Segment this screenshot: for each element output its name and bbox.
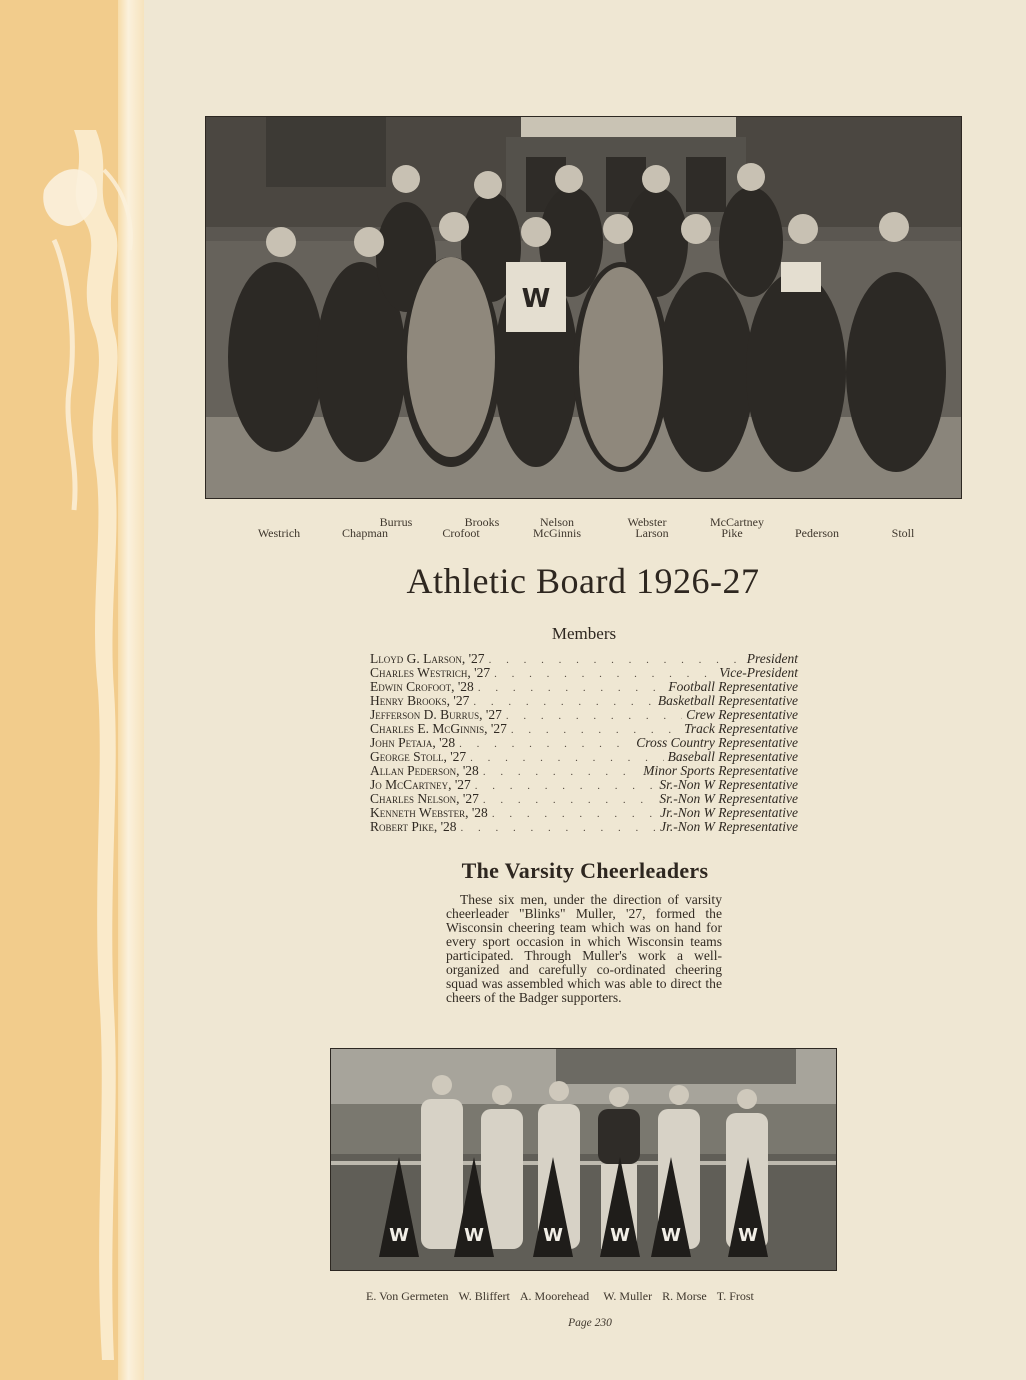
members-list	[370, 652, 798, 834]
member-role: Crew Representative	[686, 707, 798, 722]
person-name: Brooks	[464, 515, 500, 529]
member-row	[370, 806, 798, 820]
person-name: Webster	[627, 515, 667, 529]
member-role: Jr.-Non W Representative	[660, 819, 798, 834]
svg-text:W: W	[543, 1225, 563, 1246]
person-name: Nelson	[540, 515, 574, 529]
member-name: Allan Pederson, '28	[370, 763, 479, 778]
member-role: Football Representative	[668, 679, 798, 694]
member-name: Jefferson D. Burrus, '27	[370, 707, 502, 722]
member-role: Minor Sports Representative	[643, 763, 798, 778]
tree-ornament-icon	[34, 130, 144, 1360]
member-row	[370, 736, 798, 750]
member-role: Track Representative	[684, 721, 798, 736]
person-name: Westrich	[257, 526, 301, 540]
member-name: Edwin Crofoot, '28	[370, 679, 474, 694]
member-name: George Stoll, '27	[370, 749, 467, 764]
athletic-board-photo	[205, 116, 962, 499]
members-heading: Members	[551, 624, 617, 643]
member-name: Henry Brooks, '27	[370, 693, 470, 708]
member-row	[370, 666, 798, 680]
member-row	[370, 652, 798, 666]
cheerleaders-heading: The Varsity Cheerleaders	[461, 858, 709, 883]
member-row	[370, 722, 798, 736]
cheerleader-name: R. Morse	[662, 1289, 707, 1303]
person-name: Chapman	[342, 526, 388, 540]
member-row	[370, 680, 798, 694]
svg-text:W: W	[610, 1225, 630, 1246]
person-name: Pike	[721, 526, 743, 540]
svg-text:W: W	[464, 1225, 484, 1246]
member-row	[370, 750, 798, 764]
person-name: McGinnis	[533, 526, 581, 540]
member-role: Baseball Representative	[667, 749, 798, 764]
page-number: Page 230	[568, 1317, 612, 1329]
member-role: Basketball Representative	[657, 693, 798, 708]
member-role: Sr.-Non W Representative	[659, 777, 798, 792]
svg-text:W: W	[521, 284, 551, 314]
cheerleader-name: W. Muller	[603, 1289, 653, 1303]
member-name: Lloyd G. Larson, '27	[370, 651, 485, 666]
cheerleader-name: E. Von Germeten	[366, 1289, 449, 1303]
member-role: Vice-President	[719, 665, 798, 680]
member-name: Charles E. McGinnis, '27	[370, 721, 507, 736]
person-name: Stoll	[891, 526, 915, 540]
cheerleaders-caption	[330, 1289, 850, 1304]
person-name: McCartney	[710, 515, 764, 529]
member-row	[370, 820, 798, 834]
svg-text:W: W	[738, 1225, 758, 1246]
page-title: Athletic Board 1926-27	[406, 561, 760, 601]
member-role: Jr.-Non W Representative	[660, 805, 798, 820]
cheerleader-name: T. Frost	[716, 1289, 754, 1303]
member-name: John Petaja, '28	[370, 735, 456, 750]
member-name: Jo McCartney, '27	[370, 777, 471, 792]
member-row	[370, 792, 798, 806]
person-name: Pederson	[795, 526, 839, 540]
decorative-margin	[0, 0, 144, 1380]
svg-text:W: W	[389, 1225, 409, 1246]
member-role: Sr.-Non W Representative	[659, 791, 798, 806]
member-row	[370, 694, 798, 708]
person-name: Crofoot	[442, 526, 480, 540]
cheerleader-name: A. Moorehead	[519, 1289, 590, 1303]
cheerleaders-photo	[330, 1048, 837, 1271]
member-row	[370, 708, 798, 722]
member-role: President	[746, 651, 798, 666]
person-name: Larson	[635, 526, 669, 540]
member-name: Robert Pike, '28	[370, 819, 457, 834]
cheerleader-name: W. Bliffert	[458, 1289, 510, 1303]
member-row	[370, 778, 798, 792]
svg-text:W: W	[661, 1225, 681, 1246]
person-name: Burrus	[379, 515, 413, 529]
member-row	[370, 764, 798, 778]
member-name: Charles Westrich, '27	[370, 665, 491, 680]
member-role: Cross Country Representative	[636, 735, 798, 750]
member-name: Charles Nelson, '27	[370, 791, 479, 806]
cheerleaders-description: These six men, under the direction of varsity cheerleader "Blinks" Muller, '27, formed the Wisconsin cheering team which was on hand for every sport occasion in which Wisconsin teams participated. Through Muller's work a well-organized and carefully co-ordinated cheering squad was assembled which was able to direct the cheers of the Badger supporters.	[446, 892, 722, 1005]
member-name: Kenneth Webster, '28	[370, 805, 488, 820]
